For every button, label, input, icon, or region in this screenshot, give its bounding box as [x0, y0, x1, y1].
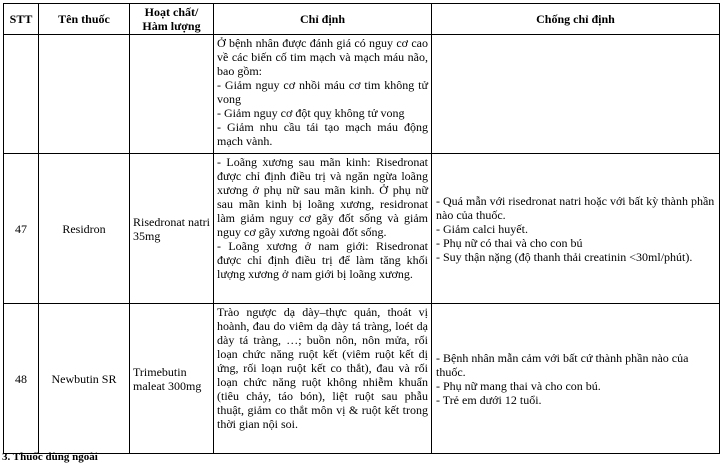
header-ingredient-line2: Hàm lượng	[142, 19, 201, 33]
indication-line: Trào ngược dạ dày–thực quản, thoát vị hoành, đau do viêm dạ dày tá tràng, loét dạ dày tá tràng, …; buồn nôn, nôn mửa, rối loạn chức năng ruột kết (viêm ruột kết dị ứng, rối loạn ruột kết co thắt), đau và rối loạn chức năng ruột không nhiễm khuẩn (tiêu chảy, táo bón), liệt ruột sau phẫu thuật, giảm co thắt môn vị & ruột kết trong thời gian nội soi.	[217, 305, 428, 431]
contra-line: - Trẻ em dưới 12 tuổi.	[436, 392, 542, 407]
contra-line: - Phụ nữ mang thai và cho con bú.	[436, 378, 601, 393]
contra-line: - Giảm calci huyết.	[436, 221, 528, 236]
indication-line: - Giảm nguy cơ nhồi máu cơ tim không tử vong	[217, 78, 428, 106]
cell-indication	[214, 35, 432, 154]
cell-stt: 48	[4, 304, 39, 454]
cell-contraindication	[432, 304, 720, 454]
contra-line: - Quá mẫn với risedronat natri hoặc với bất kỳ thành phần nào của thuốc.	[436, 193, 715, 222]
contra-line: - Bệnh nhân mẫn cảm với bất cứ thành phần nào của thuốc.	[436, 350, 689, 379]
indication-line: - Giảm nguy cơ đột quỵ không tử vong	[217, 106, 405, 120]
cell-indication	[214, 304, 432, 454]
cell-drug-name: Residron	[39, 154, 130, 304]
indication-line: - Loãng xương sau mãn kinh: Risedronat được chỉ định điều trị và ngăn ngừa loãng xương ở phụ nữ sau mãn kinh. Ở phụ nữ sau mãn kinh bị loãng xương, residronat làm giảm nguy cơ gãy đốt sống và giảm nguy cơ gãy xương ngoài đốt sống.	[217, 155, 428, 239]
indication-line: - Giảm nhu cầu tái tạo mạch máu động mạch vành.	[217, 120, 428, 148]
cell-drug-name	[39, 35, 130, 154]
header-drug-name: Tên thuốc	[39, 4, 130, 35]
header-contraindication: Chống chỉ định	[432, 4, 720, 35]
header-ingredient-line1: Hoạt chất/	[144, 5, 199, 19]
cell-ingredient: Trimebutin maleat 300mg	[130, 304, 214, 454]
table-row	[4, 154, 720, 304]
section-heading: 3. Thuốc dùng ngoài	[2, 451, 98, 463]
cell-drug-name: Newbutin SR	[39, 304, 130, 454]
table-row	[4, 304, 720, 454]
header-indication: Chỉ định	[214, 4, 432, 35]
cell-stt	[4, 35, 39, 154]
indication-line: - Loãng xương ở nam giới: Risedronat được chỉ định điều trị để làm tăng khối lượng xương ở nam giới bị loãng xương.	[217, 239, 428, 281]
drug-table	[3, 3, 720, 454]
cell-ingredient	[130, 35, 214, 154]
table-row	[4, 35, 720, 154]
indication-line: Ở bệnh nhân được đánh giá có nguy cơ cao về các biến cố tim mạch và mạch máu não, bao gồm:	[217, 36, 428, 78]
cell-contraindication	[432, 35, 720, 154]
cell-stt: 47	[4, 154, 39, 304]
contra-line: - Phụ nữ có thai và cho con bú	[436, 235, 583, 250]
cell-indication	[214, 154, 432, 304]
header-stt: STT	[4, 4, 39, 35]
header-row	[4, 4, 720, 35]
cell-contraindication	[432, 154, 720, 304]
contra-line: - Suy thận nặng (độ thanh thải creatinin <30ml/phút).	[436, 249, 693, 264]
cell-ingredient: Risedronat natri 35mg	[130, 154, 214, 304]
header-ingredient	[130, 4, 214, 35]
